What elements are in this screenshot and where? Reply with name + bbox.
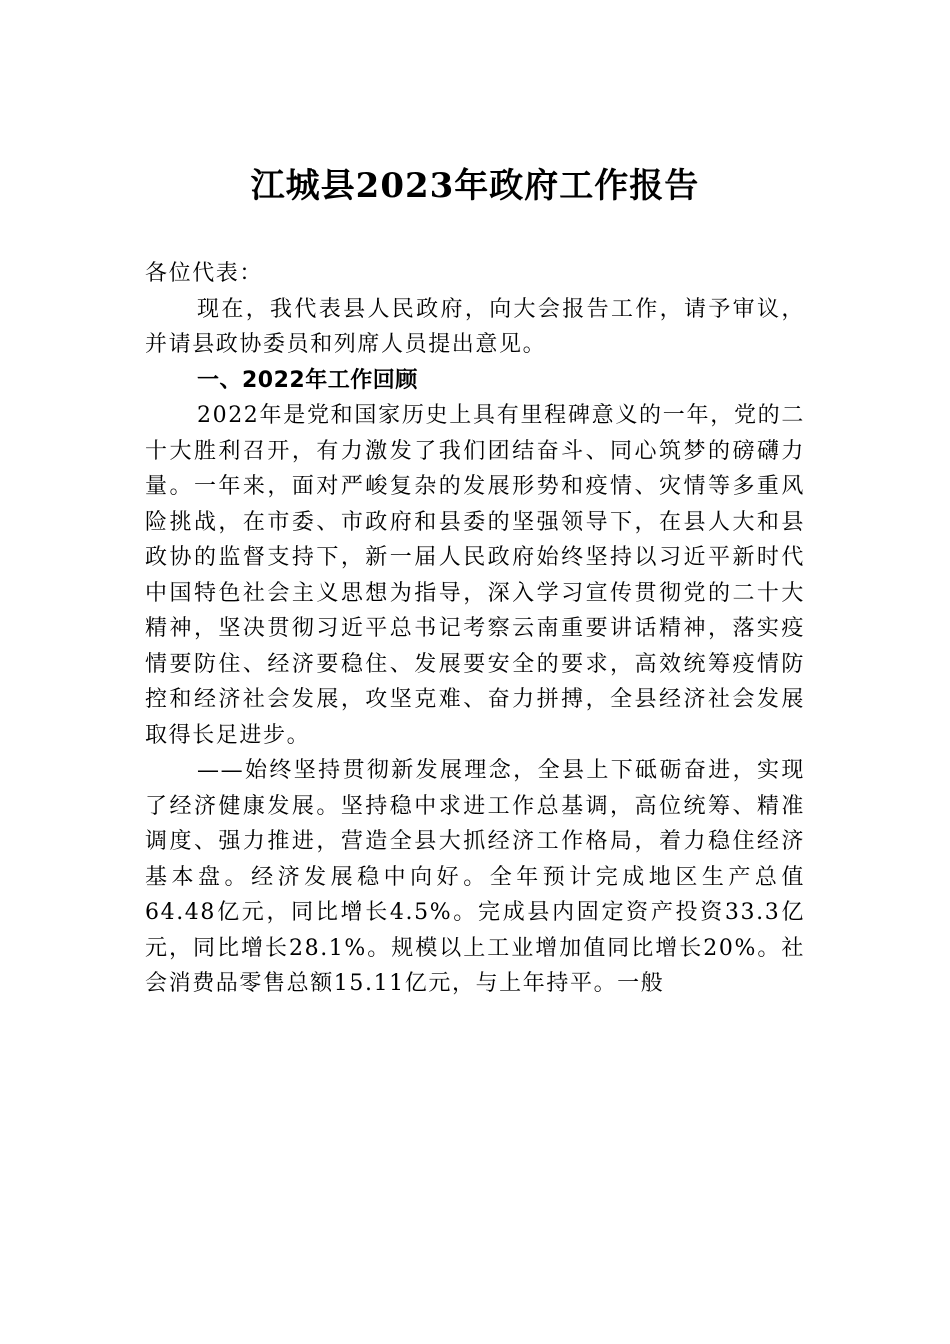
salutation: 各位代表： <box>145 261 264 286</box>
document-body <box>145 256 805 1002</box>
review-paragraph-2: ——始终坚持贯彻新发展理念，全县上下砥砺奋进，实现了经济健康发展。坚持稳中求进工作总基调，高位统筹、精准调度、强力推进，营造全县大抓经济工作格局，着力稳住经济基本盘。经济发展稳中向好。全年预计完成地区生产总值64.48亿元，同比增长4.5%。完成县内固定资产投资33.3亿元，同比增长28.1%。规模以上工业增加值同比增长20%。社会消费品零售总额15.11亿元，与上年持平。一般 <box>145 758 805 996</box>
section-heading: 一、2022年工作回顾 <box>197 367 418 393</box>
review-paragraph-1: 2022年是党和国家历史上具有里程碑意义的一年，党的二十大胜利召开，有力激发了我们团结奋斗、同心筑梦的磅礴力量。一年来，面对严峻复杂的发展形势和疫情、灾情等多重风险挑战，在市委、市政府和县委的坚强领导下，在县人大和县政协的监督支持下，新一届人民政府始终坚持以习近平新时代中国特色社会主义思想为指导，深入学习宣传贯彻党的二十大精神，坚决贯彻习近平总书记考察云南重要讲话精神，落实疫情要防住、经济要稳住、发展要安全的要求，高效统筹疫情防控和经济社会发展，攻坚克难、奋力拼搏，全县经济社会发展取得长足进步。 <box>145 403 805 748</box>
opening-paragraph: 现在，我代表县人民政府，向大会报告工作，请予审议，并请县政协委员和列席人员提出意见。 <box>145 296 805 357</box>
document-title: 江城县2023年政府工作报告 <box>250 166 700 206</box>
